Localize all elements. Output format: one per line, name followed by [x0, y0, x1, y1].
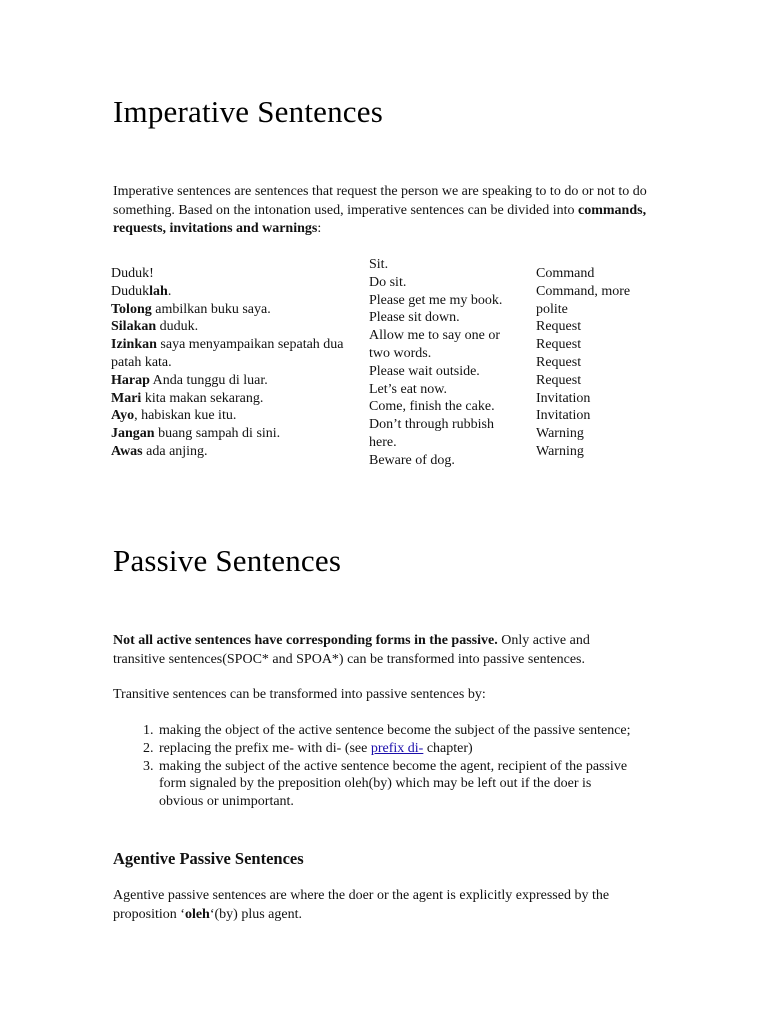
list-item: [157, 758, 633, 811]
malay-sentence-text: , habiskan kue itu.: [134, 408, 237, 424]
sentence-type: Command, more polite: [536, 283, 631, 317]
sentence-type: Command: [536, 266, 595, 281]
malay-sentence-text: ambilkan buku saya.: [151, 301, 271, 317]
malay-sentence: [111, 336, 366, 372]
malay-sentence-text: saya menyampaikan sepatah dua patah kata.: [111, 337, 344, 370]
malay-sentence: [111, 425, 366, 443]
sentence-type: Warning: [536, 426, 584, 442]
list-item: [157, 722, 633, 740]
malay-sentence: [111, 301, 366, 319]
sentence-type: Request: [536, 337, 582, 353]
english-column: [369, 256, 519, 470]
malay-sentence-keyword: Tolong: [111, 301, 152, 317]
sentence-type: Invitation: [536, 390, 591, 406]
malay-sentence: [111, 265, 366, 283]
imperative-intro: [113, 183, 658, 239]
passive-heading: Passive Sentences: [113, 543, 342, 578]
sentence-type: Invitation: [536, 408, 591, 424]
malay-sentence-keyword: Jangan: [111, 426, 155, 442]
english-translation: Come, finish the cake.: [369, 399, 495, 415]
english-translation: Please wait outside.: [369, 363, 480, 379]
malay-sentence-keyword: Silakan: [111, 319, 157, 335]
malay-sentence-text: Anda tunggu di luar.: [149, 372, 268, 388]
list-item-text: making the subject of the active sentence become the agent, recipient of the passive form signaled by the preposition oleh(by) which may be left out if the doer is obvious or unimportant.: [159, 758, 628, 810]
sentence-type: Request: [536, 354, 582, 370]
malay-sentence: [111, 443, 366, 461]
malay-sentence-keyword: Awas: [111, 443, 143, 459]
list-item-text-post: chapter): [423, 740, 473, 756]
malay-sentence: [111, 318, 366, 336]
english-translation: Sit.: [369, 257, 389, 272]
english-translation: Do sit.: [369, 274, 407, 290]
agentive-subheading: Agentive Passive Sentences: [113, 849, 304, 868]
agentive-bold-text: oleh: [184, 906, 210, 922]
malay-sentence-text: kita makan sekarang.: [141, 390, 264, 406]
sentence-type: Warning: [536, 443, 584, 459]
malay-sentence-text: ada anjing.: [142, 443, 208, 459]
malay-sentence-keyword: Harap: [111, 372, 150, 388]
malay-sentence: [111, 372, 366, 390]
english-translation: Let’s eat now.: [369, 381, 448, 397]
malay-sentence-keyword: lah: [149, 283, 168, 299]
malay-column: [111, 265, 366, 461]
passive-paragraph-2: Transitive sentences can be transformed into passive sentences by:: [113, 687, 486, 702]
malay-sentence-text: buang sampah di sini.: [154, 426, 281, 442]
malay-sentence-root: Duduk: [111, 283, 150, 299]
type-column: [536, 265, 656, 461]
malay-sentence: [111, 407, 366, 425]
malay-sentence-text: Duduk!: [111, 266, 154, 281]
intro-end: :: [317, 221, 322, 236]
sentence-type: Request: [536, 372, 582, 388]
malay-sentence-keyword: Mari: [111, 390, 142, 406]
malay-sentence-text: duduk.: [156, 319, 199, 335]
english-translation: Beware of dog.: [369, 452, 455, 468]
passive-bold-text: Not all active sentences have corresponding forms in the passive.: [113, 633, 498, 648]
agentive-text-pre: Agentive passive sentences are where the doer or the agent is explicitly expressed by the proposition ‘: [113, 888, 610, 922]
intro-text: Imperative sentences are sentences that request the person we are speaking to to do or not to do something. Based on the intonation used, imperative sentences can be divided into: [113, 184, 647, 218]
intro-bold-text: commands, requests, invitations and warnings: [113, 202, 647, 236]
english-translation: Please sit down.: [369, 310, 460, 326]
agentive-paragraph: [113, 887, 653, 924]
malay-sentence: [111, 283, 366, 301]
english-translation: Don’t through rubbish here.: [369, 417, 494, 450]
agentive-text-post: ‘(by) plus agent.: [209, 906, 302, 922]
malay-sentence-keyword: Ayo: [111, 408, 135, 424]
english-translation: Please get me my book.: [369, 292, 503, 308]
malay-sentence-text: .: [167, 283, 172, 299]
prefix-di-link[interactable]: prefix di-: [370, 740, 424, 756]
imperative-heading: Imperative Sentences: [113, 94, 383, 129]
list-item: [157, 740, 633, 758]
list-item-text: making the object of the active sentence become the subject of the passive sentence;: [159, 723, 631, 738]
list-item-text-pre: replacing the prefix me- with di- (see: [159, 740, 371, 756]
transform-steps-list: [113, 722, 633, 811]
passive-paragraph-1: [113, 632, 633, 669]
english-translation: Allow me to say one or two words.: [369, 328, 501, 361]
malay-sentence-keyword: Izinkan: [111, 337, 157, 353]
sentence-type: Request: [536, 319, 582, 335]
malay-sentence: [111, 390, 366, 408]
passive-rest-text: Only active and transitive sentences(SPOC* and SPOA*) can be transformed into passive sentences.: [113, 633, 590, 667]
